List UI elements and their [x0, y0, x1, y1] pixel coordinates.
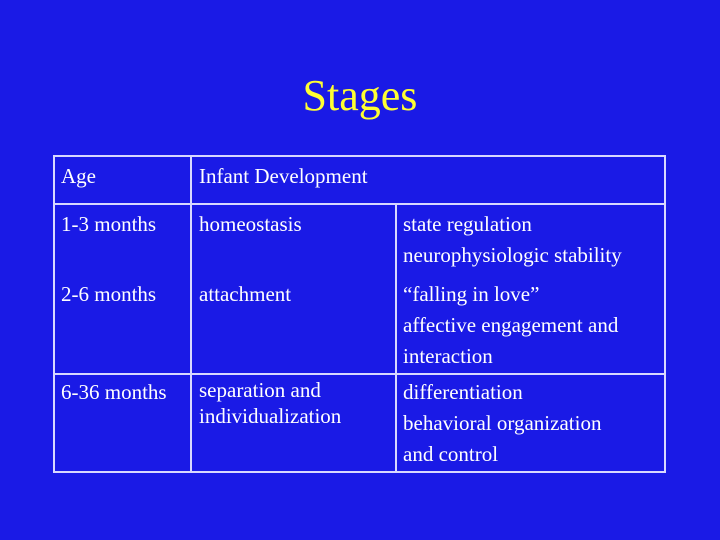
- row-2-notes: “falling in love” affective engagement and interaction: [403, 282, 619, 368]
- row-3-age: 6-36 months: [61, 380, 167, 404]
- header-infant-development: Infant Development: [199, 164, 368, 188]
- row-3-notes: differentiation behavioral organization and control: [403, 380, 602, 466]
- row-divider: [55, 373, 664, 375]
- row-1-age: 1-3 months: [61, 212, 157, 236]
- stages-table: [53, 155, 666, 473]
- row-1-development: homeostasis: [199, 212, 302, 236]
- row-1-notes: state regulation neurophysiologic stability: [403, 212, 622, 267]
- row-3-development: separation and individualization: [199, 378, 342, 428]
- header-divider: [55, 203, 664, 205]
- row-2-development: attachment: [199, 282, 292, 306]
- row-2-age: 2-6 months: [61, 282, 157, 306]
- column-divider: [190, 157, 192, 471]
- column-divider: [395, 203, 397, 471]
- header-age: Age: [61, 164, 96, 188]
- slide-title: Stages: [302, 71, 418, 120]
